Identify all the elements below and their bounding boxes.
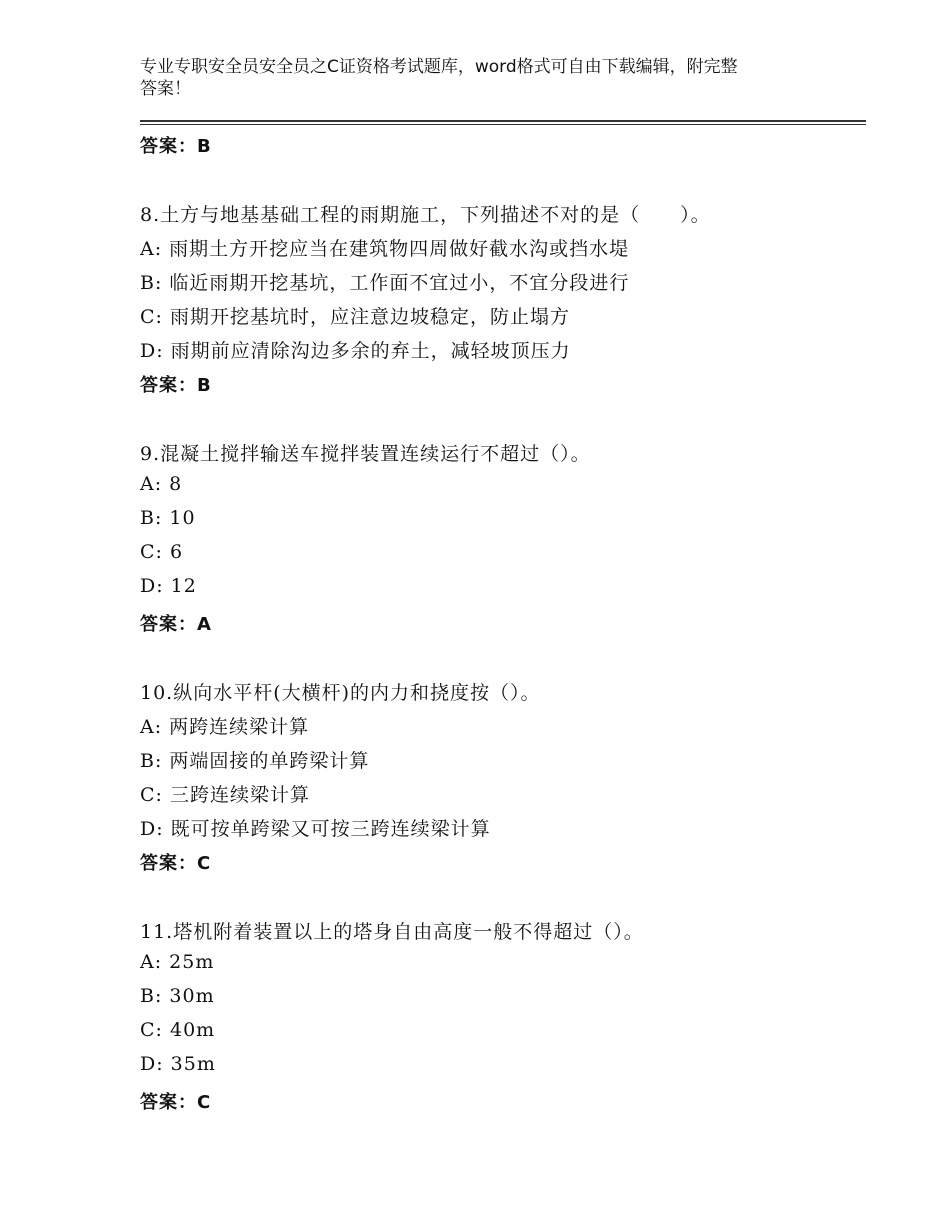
option-b: B: 临近雨期开挖基坑，工作面不宜过小，不宜分段进行 xyxy=(140,272,630,294)
option-a: A: 8 xyxy=(140,473,183,495)
answer: 答案：B xyxy=(140,375,212,396)
answer: 答案：C xyxy=(140,1092,212,1113)
option-c: C: 6 xyxy=(140,541,184,563)
option-b: B: 10 xyxy=(140,507,196,529)
option-d: D: 雨期前应清除沟边多余的弃土，减轻坡顶压力 xyxy=(140,340,571,362)
option-a: A: 两跨连续梁计算 xyxy=(140,716,310,738)
answer: 答案：A xyxy=(140,614,212,635)
question-text: 8.土方与地基基础工程的雨期施工，下列描述不对的是（ ）。 xyxy=(140,204,711,226)
previous-answer: 答案：B xyxy=(140,136,212,157)
option-d: D: 12 xyxy=(140,575,197,597)
question-text: 11.塔机附着装置以上的塔身自由高度一般不得超过（）。 xyxy=(140,921,644,943)
option-a: A: 雨期土方开挖应当在建筑物四周做好截水沟或挡水堤 xyxy=(140,238,630,260)
option-c: C: 雨期开挖基坑时，应注意边坡稳定，防止塌方 xyxy=(140,306,570,328)
header-title-line-1: 专业专职安全员安全员之C证资格考试题库，word格式可自由下载编辑，附完整 xyxy=(140,57,738,77)
document-header xyxy=(140,56,820,100)
option-a: A: 25m xyxy=(140,951,215,973)
option-c: C: 40m xyxy=(140,1019,216,1041)
question-text: 10.纵向水平杆(大横杆)的内力和挠度按（）。 xyxy=(140,682,541,704)
option-b: B: 两端固接的单跨梁计算 xyxy=(140,750,370,772)
option-d: D: 既可按单跨梁又可按三跨连续梁计算 xyxy=(140,818,491,840)
question-text: 9.混凝土搅拌输送车搅拌装置连续运行不超过（）。 xyxy=(140,443,591,465)
header-title-line-2: 答案！ xyxy=(140,79,191,99)
option-c: C: 三跨连续梁计算 xyxy=(140,784,310,806)
option-d: D: 35m xyxy=(140,1053,216,1075)
answer: 答案：C xyxy=(140,853,212,874)
header-divider xyxy=(140,120,866,125)
option-b: B: 30m xyxy=(140,985,215,1007)
